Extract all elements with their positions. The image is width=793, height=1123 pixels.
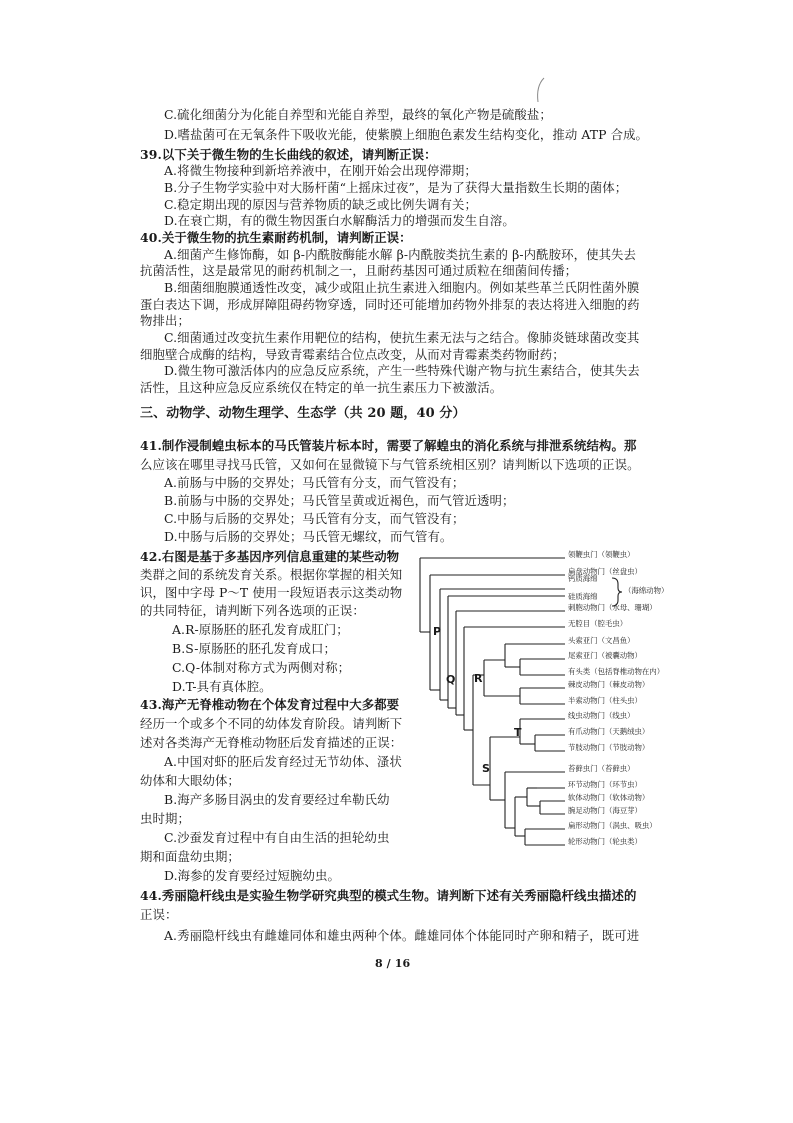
q42-stem-2: 类群之间的系统发育关系。根据你掌握的相关知	[140, 567, 403, 582]
q40-stem: 40.关于微生物的抗生素耐药机制，请判断正误：	[140, 230, 412, 245]
taxon-label: 尾索亚门（被囊动物）	[568, 651, 642, 660]
q43-option-b-2: 虫时期；	[140, 811, 190, 826]
taxon-label: 节肢动物门（节肢动物）	[568, 743, 650, 752]
q40-option-c-2: 细胞壁合成酶的结构，导致青霉素结合位点改变，从而对青霉素类药物耐药；	[140, 347, 565, 362]
taxon-label: 扁盘动物门（丝盘虫）	[568, 567, 642, 576]
q38-option-d: D.嗜盐菌可在无氧条件下吸收光能，使紫膜上细胞色素发生结构变化，推动 ATP 合成。	[164, 127, 649, 142]
q40-option-a-1: A.细菌产生修饰酶，如 β-内酰胺酶能水解 β-内酰胺类抗生素的 β-内酰胺环，使其失去	[164, 247, 637, 262]
taxon-label: 扁形动物门（涡虫、吸虫）	[568, 821, 657, 830]
q39-option-b: B.分子生物学实验中对大肠杆菌“上摇床过夜”，是为了获得大量指数生长期的菌体；	[164, 180, 628, 195]
taxon-label: 环节动物门（环节虫）	[568, 780, 642, 789]
taxon-label: 半索动物门（柱头虫）	[568, 696, 642, 705]
node-p: P	[433, 625, 442, 638]
q42-option-c: C.Q-体制对称方式为两侧对称；	[172, 660, 351, 675]
page-number: 8 / 16	[375, 957, 411, 970]
sponge-group-label: （海绵动物）	[624, 586, 669, 595]
q40-option-c-1: C.细菌通过改变抗生素作用靶位的结构，使抗生素无法与之结合。像肺炎链球菌改变其	[164, 330, 640, 345]
node-q: Q	[446, 673, 456, 686]
q39-stem: 39.以下关于微生物的生长曲线的叙述，请判断正误：	[140, 147, 437, 162]
q43-option-c-2: 期和面盘幼虫期；	[140, 849, 240, 864]
scan-mark	[532, 76, 548, 106]
q41-stem-1: 41.制作浸制蝗虫标本的马氏管装片标本时，需要了解蝗虫的消化系统与排泄系统结构。那	[140, 438, 637, 453]
taxon-label: 软体动物门（软体动物）	[568, 793, 650, 802]
node-t: T	[514, 726, 522, 739]
q41-option-c: C.中肠与后肠的交界处；马氏管有分支，而气管没有；	[164, 511, 465, 526]
q43-option-a-2: 幼体和大眼幼体；	[140, 773, 240, 788]
taxon-label: 轮形动物门（轮虫类）	[568, 837, 642, 846]
section-heading: 三、动物学、动物生理学、生态学（共 20 题，40 分）	[140, 406, 466, 421]
q44-stem-2: 正误：	[140, 907, 178, 922]
q39-option-c: C.稳定期出现的原因与营养物质的缺乏或比例失调有关；	[164, 197, 477, 212]
q44-option-a: A.秀丽隐杆线虫有雌雄同体和雄虫两种个体。雌雄同体个体能同时产卵和精子，既可进	[164, 928, 640, 943]
q43-option-c-1: C.沙蚕发育过程中有自由生活的担轮幼虫	[164, 830, 390, 845]
taxon-label: 无腔目（腔毛虫）	[568, 619, 628, 628]
q39-option-d: D.在衰亡期，有的微生物因蛋白水解酶活力的增强而发生自溶。	[164, 213, 515, 228]
q38-option-c: C.硫化细菌分为化能自养型和光能自养型，最终的氧化产物是硫酸盐；	[164, 107, 552, 122]
q40-option-b-1: B.细菌细胞膜通透性改变，减少或阻止抗生素进入细胞内。例如某些革兰氏阴性菌外膜	[164, 280, 640, 295]
q40-option-d-1: D.微生物可激活体内的应急反应系统，产生一些特殊代谢产物与抗生素结合，使其失去	[164, 363, 640, 378]
taxon-label: 刺胞动物门（水母、珊瑚）	[568, 603, 657, 612]
taxon-label: 有爪动物门（天鹅绒虫）	[568, 727, 650, 736]
q40-option-b-3: 物排出；	[140, 313, 190, 328]
q43-stem-2: 经历一个或多个不同的幼体发育阶段。请判断下	[140, 716, 403, 731]
q39-option-a: A.将微生物接种到新培养液中，在刚开始会出现停滞期；	[164, 163, 477, 178]
taxon-label: 棘皮动物门（棘皮动物）	[568, 680, 650, 689]
q42-stem-3: 识，图中字母 P～T 使用一段短语表示这类动物	[140, 585, 403, 600]
q43-stem-1: 43.海产无脊椎动物在个体发育过程中大多都要	[140, 697, 400, 712]
q42-option-a: A.R-原肠胚的胚孔发育成肛门；	[172, 622, 349, 637]
taxon-label: 腕足动物门（海豆芽）	[568, 806, 642, 815]
q40-option-a-2: 抗菌活性，这是最常见的耐药机制之一，且耐药基因可通过质粒在细菌间传播；	[140, 263, 578, 278]
node-s: S	[482, 762, 490, 775]
taxon-label: 有头类（包括脊椎动物在内）	[568, 667, 665, 676]
q43-option-b-1: B.海产多肠目涡虫的发育要经过牟勒氏幼	[164, 792, 390, 807]
taxon-label: 苔藓虫门（苔藓虫）	[568, 764, 635, 773]
taxon-label: 线虫动物门（线虫）	[568, 711, 635, 720]
q43-option-a-1: A.中国对虾的胚后发育经过无节幼体、溞状	[164, 754, 402, 769]
taxon-label: 硅质海绵	[568, 592, 598, 601]
q40-option-d-2: 活性，且这种应急反应系统仅在特定的单一抗生素压力下被激活。	[140, 380, 503, 395]
q42-option-d: D.T-具有真体腔。	[172, 679, 272, 694]
q44-stem-1: 44.秀丽隐杆线虫是实验生物学研究典型的模式生物。请判断下述有关秀丽隐杆线虫描述的	[140, 888, 637, 903]
taxon-label: 头索亚门（文昌鱼）	[568, 636, 635, 645]
taxon-label: 钙质海绵	[568, 574, 598, 583]
q42-stem-1: 42.右图是基于多基因序列信息重建的某些动物	[140, 549, 400, 564]
q43-stem-3: 述对各类海产无脊椎动物胚后发育描述的正误：	[140, 735, 403, 750]
node-r: R	[474, 672, 483, 685]
q42-option-b: B.S-原肠胚的胚孔发育成口；	[172, 641, 336, 656]
q43-option-d: D.海参的发育要经过短腕幼虫。	[164, 868, 341, 883]
q41-stem-2: 么应该在哪里寻找马氏管，又如何在显微镜下与气管系统相区别？请判断以下选项的正误。	[140, 457, 640, 472]
taxon-label: 领鞭虫门（领鞭虫）	[568, 550, 635, 559]
q41-option-b: B.前肠与中肠的交界处；马氏管呈黄或近褐色，而气管近透明；	[164, 493, 515, 508]
q41-option-a: A.前肠与中肠的交界处；马氏管有分支，而气管没有；	[164, 475, 465, 490]
q41-option-d: D.中肠与后肠的交界处；马氏管无螺纹，而气管有。	[164, 529, 453, 544]
q42-stem-4: 的共同特征，请判断下列各选项的正误：	[140, 603, 365, 618]
q40-option-b-2: 蛋白表达下调，形成屏障阻碍药物穿透，同时还可能增加药物外排泵的表达将进入细胞的药	[140, 297, 640, 312]
